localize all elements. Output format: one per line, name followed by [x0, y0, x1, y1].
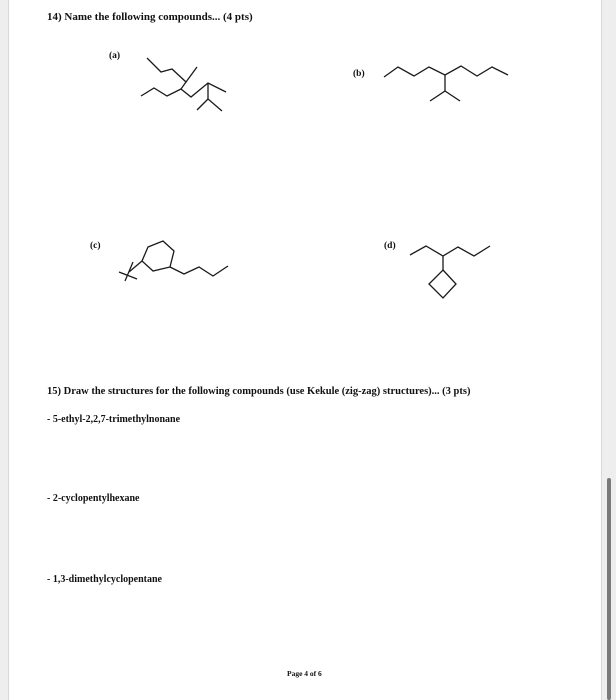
compound-b-label: (b) — [353, 69, 365, 79]
task-item-1: - 5-ethyl-2,2,7-trimethylnonane — [47, 414, 181, 425]
scrollbar-thumb[interactable] — [607, 478, 611, 700]
task-item-2: - 2-cyclopentylhexane — [47, 493, 140, 504]
compound-d-structure — [9, 0, 609, 700]
question-14-heading: 14) Name the following compounds... (4 pts) — [47, 11, 253, 23]
compound-d-label: (d) — [384, 241, 396, 251]
task-item-3: - 1,3-dimethylcyclopentane — [47, 574, 162, 585]
document-page — [8, 0, 602, 700]
question-15-heading: 15) Draw the structures for the following compounds (use Kekule (zig-zag) structures)... (3 pts) — [47, 386, 471, 397]
compound-a-label: (a) — [109, 51, 121, 61]
page-number: Page 4 of 6 — [287, 669, 322, 678]
compound-c-label: (c) — [90, 241, 101, 251]
